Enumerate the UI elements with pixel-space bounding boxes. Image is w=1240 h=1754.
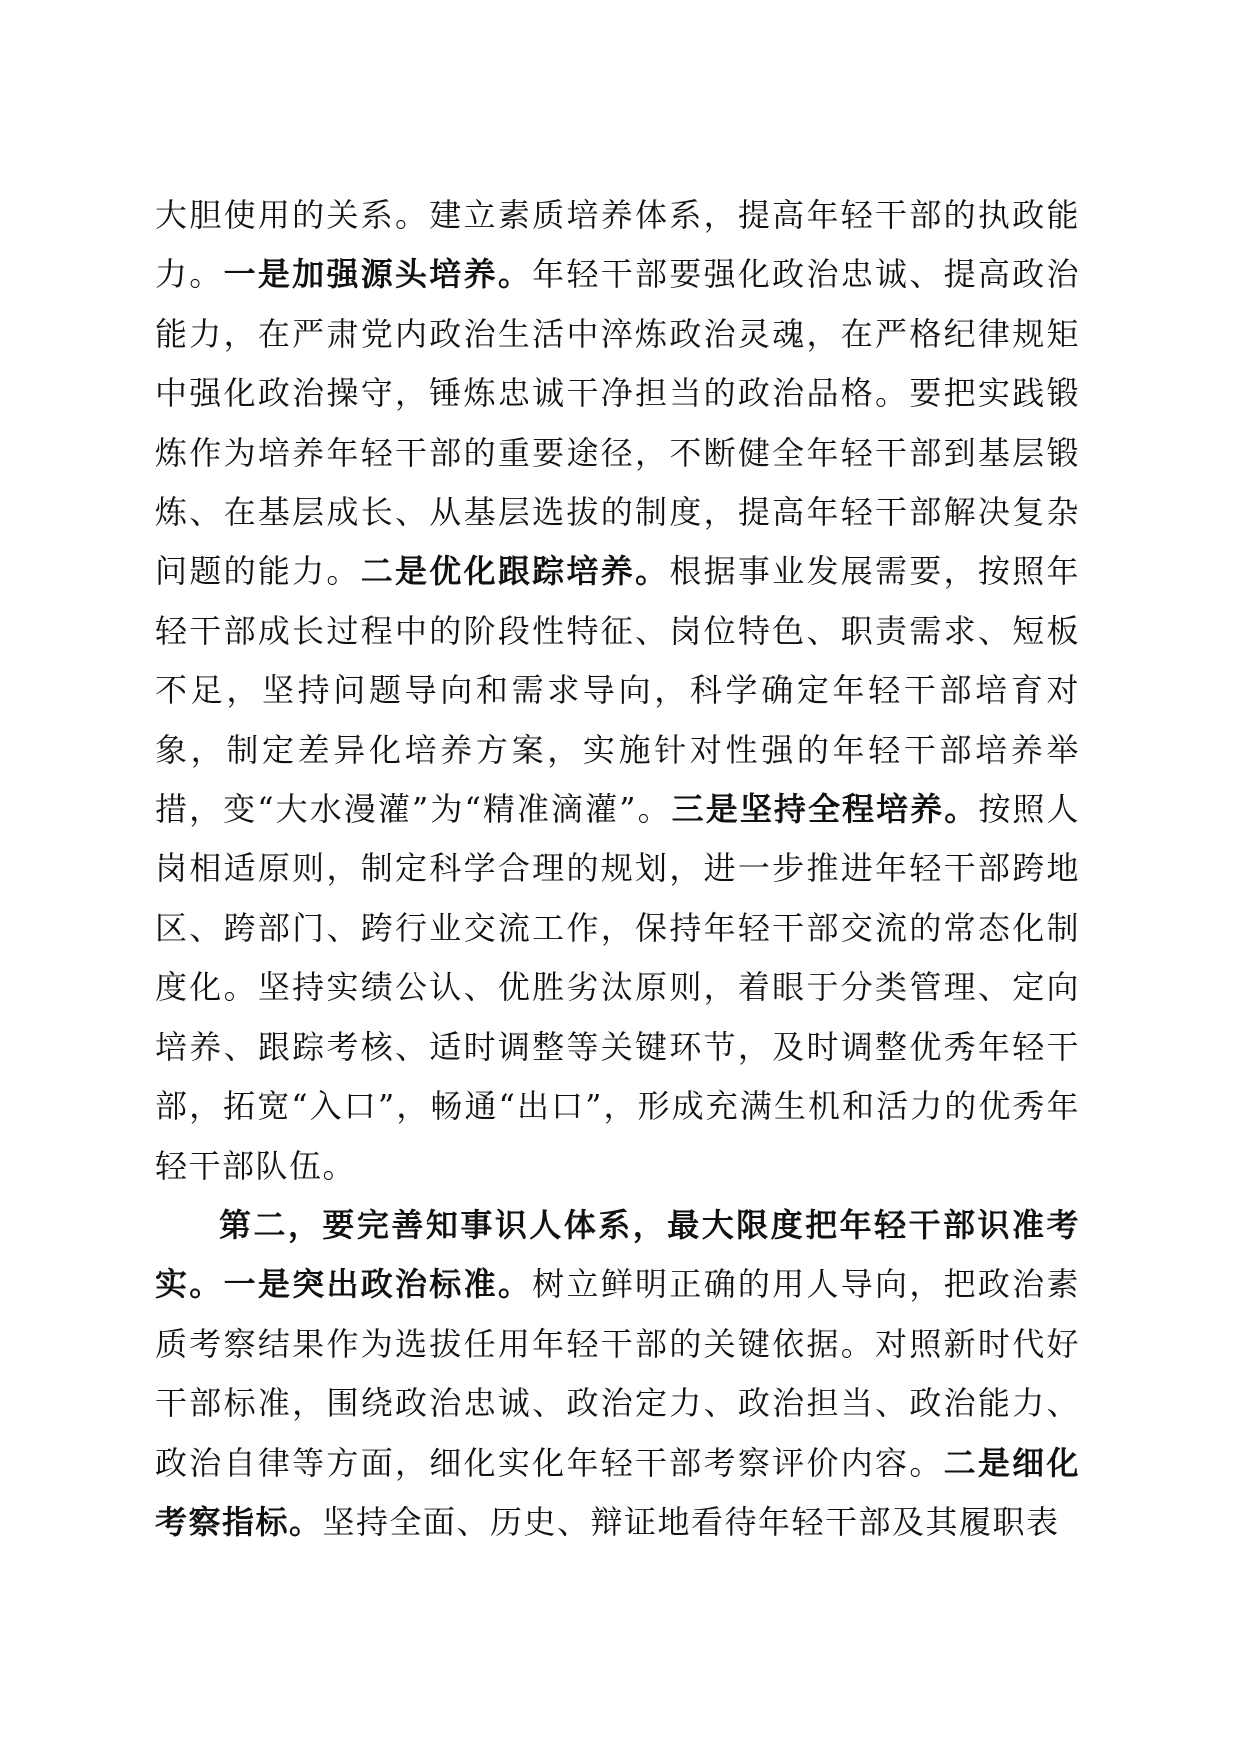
paragraph-1 <box>155 186 1080 1196</box>
section-heading: 第二，要完善知事识人体系，最大限度把年轻干部识准考实。 <box>155 1205 1080 1304</box>
text-segment: 大胆使用的关系。建立素质培养体系，提高年轻干部的执政能力。 <box>155 196 1080 294</box>
text-segment: 按照人岗相适原则，制定科学合理的规划，进一步推进年轻干部跨地区、跨部门、跨行业交流工作，保持年轻干部交流的常态化制度化。坚持实绩公认、优胜劣汰原则，着眼于分类管理、定向培养、跟踪考核、适时调整等关键环节，及时调整优秀年轻干部，拓宽“入口”，畅通“出口”，形成充满生机和活力的优秀年轻干部队伍。 <box>155 790 1080 1185</box>
bold-heading-2: 二是优化跟踪培养。 <box>360 552 670 591</box>
bold-heading-1: 一是加强源头培养。 <box>223 255 533 294</box>
bold-heading-3: 三是坚持全程培养。 <box>671 790 979 829</box>
text-segment: 年轻干部要强化政治忠诚、提高政治能力，在严肃党内政治生活中淬炼政治灵魂，在严格纪律规矩中强化政治操守，锤炼忠诚干净担当的政治品格。要把实践锻炼作为培养年轻干部的重要途径，不断健全年轻干部到基层锻炼、在基层成长、从基层选拔的制度，提高年轻干部解决复杂问题的能力。 <box>155 255 1080 591</box>
document-body <box>155 186 1080 1552</box>
bold-heading-4: 一是突出政治标准。 <box>223 1265 533 1304</box>
paragraph-2 <box>155 1196 1080 1552</box>
text-segment: 根据事业发展需要，按照年轻干部成长过程中的阶段性特征、岗位特色、职责需求、短板不足，坚持问题导向和需求导向，科学确定年轻干部培育对象，制定差异化培养方案，实施针对性强的年轻干部培养举措，变“大水漫灌”为“精准滴灌”。 <box>155 552 1080 829</box>
bold-heading-5: 二是细化考察指标。 <box>155 1443 1080 1541</box>
text-segment: 坚持全面、历史、辩证地看待年轻干部及其履职表 <box>322 1502 1060 1541</box>
text-segment: 树立鲜明正确的用人导向，把政治素质考察结果作为选拔任用年轻干部的关键依据。对照新时代好干部标准，围绕政治忠诚、政治定力、政治担当、政治能力、政治自律等方面，细化实化年轻干部考察评价内容。 <box>155 1265 1080 1482</box>
